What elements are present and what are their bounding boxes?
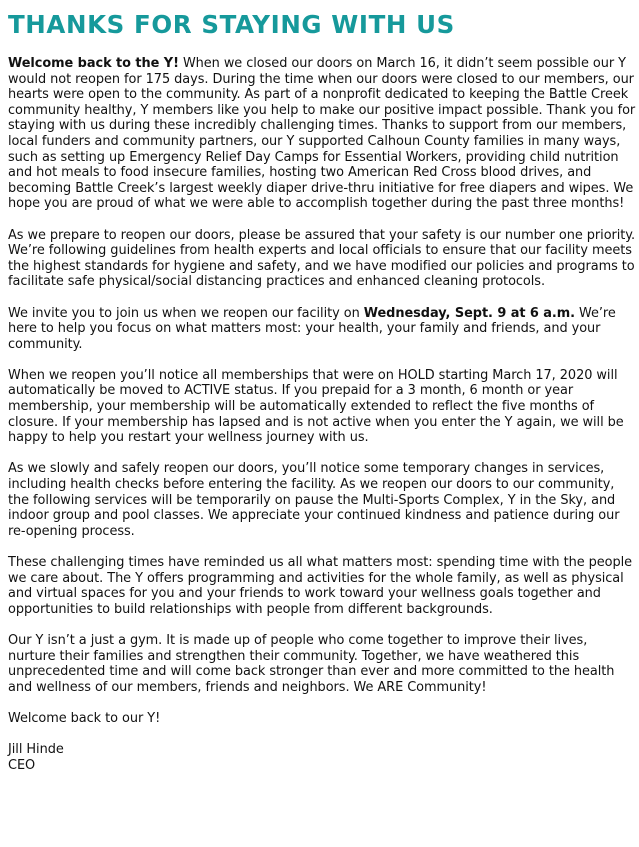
paragraph-safety: As we prepare to reopen our doors, please be assured that your safety is our number one priority. We’re following guidelines from health experts and local officials to ensure that our facility meets the highest standards for hygiene and safety, and we have modified our policies and programs to facilitate safe physical/social distancing practices and enhanced cleaning protocols. (8, 227, 636, 290)
reopen-text-before: We invite you to join us when we reopen our facility on (8, 305, 364, 321)
reopen-text-after: We’re here to help you focus on what matters most: your health, your family and friends, and your community. (8, 305, 616, 352)
page-title: THANKS FOR STAYING WITH US (8, 10, 455, 39)
memberships-text: When we reopen you’ll notice all memberships that were on HOLD starting March 17, 2020 will automatically be moved to ACTIVE status. If you prepaid for a 3 month, 6 month or year membership, your membership will be automatically extended to reflect the five months of closure. If your membership has lapsed and is not active when you enter the Y again, we will be happy to help you restart your wellness journey with us. (8, 367, 624, 446)
reopen-date: Wednesday, Sept. 9 at 6 a.m. (363, 305, 575, 321)
paragraph-challenging-times: These challenging times have reminded us all what matters most: spending time with the people we care about. The Y offers programming and activities for the whole family, as well as physical and virtual spaces for you and your friends to work toward your wellness goals together and opportunities to build relationships with people from different backgrounds. (8, 555, 633, 617)
letter-body (8, 56, 636, 773)
paragraph-memberships (8, 368, 636, 446)
welcome-text: When we closed our doors on March 16, it didn’t seem possible our Y would not reopen for 175 days. During the time when our doors were closed to our members, our hearts were open to the community. As part of a nonprofit dedicated to keeping the Battle Creek community healthy, Y members like you help to make our positive impact possible. Thank you for staying with us during these incredibly challenging times. Thanks to support from our members, local funders and community partners, our Y supported Calhoun County families in many ways, such as setting up Emergency Relief Day Camps for Essential Workers, providing child nutrition and hot meals to food insecure families, hosting two American Red Cross blood drives, and becoming Battle Creek’s largest weekly diaper drive-thru initiative for free diapers and wipes. We hope you are proud of what we were able to accomplish together during the past three months! (8, 56, 636, 212)
letter-page (8, 0, 636, 773)
paragraph-services: As we slowly and safely reopen our doors, you’ll notice some temporary changes in services, including health checks before entering the facility. As we reopen our doors to our community, the following services will be temporarily on pause the Multi-Sports Complex, Y in the Sky, and indoor group and pool classes. We appreciate your continued kindness and patience during our re-opening process. (8, 461, 620, 539)
signature-role: CEO (8, 757, 36, 773)
paragraph-community: Our Y isn’t a just a gym. It is made up of people who come together to improve their lives, nurture their families and strengthen their community. Together, we have weathered this unprecedented time and will come back stronger than ever and more committed to the health and wellness of our members, friends and neighbors. We ARE Community! (8, 632, 615, 695)
paragraph-closing: Welcome back to our Y! (8, 710, 161, 726)
signature-name: Jill Hinde (8, 742, 64, 758)
welcome-lead: Welcome back to the Y! (8, 56, 179, 71)
paragraph-reopen-date (8, 306, 636, 353)
paragraph-welcome (8, 56, 636, 212)
